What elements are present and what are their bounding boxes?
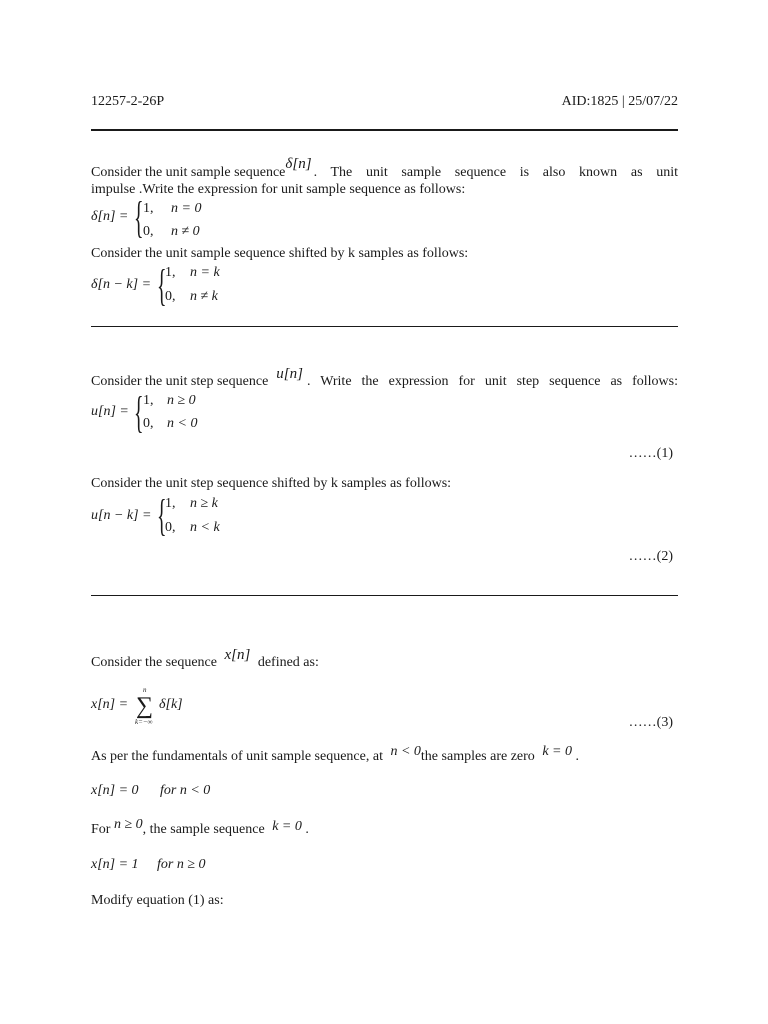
eq-step-shift-case1-cond: n ≥ k	[190, 496, 218, 511]
section2-intro-text-b: . Write the expression for unit step sequence as follows:	[306, 374, 678, 389]
eq-x-one-condition: for n ≥ 0	[157, 857, 206, 872]
eq-delta-shift-brace: {	[157, 261, 167, 310]
section3-fundamentals-text-a: As per the fundamentals of unit sample sequence, at	[91, 749, 383, 764]
eq-step-brace: {	[134, 388, 144, 437]
section3-modify-text: Modify equation (1) as:	[91, 893, 224, 908]
eq-step-case1-value: 1,	[143, 393, 154, 408]
eq-delta-shift-case1-condition: n = k	[190, 265, 220, 280]
section1-intro-text-a: Consider the unit sample sequence	[91, 165, 286, 180]
eq-x-zero-condition: for n < 0	[160, 783, 211, 798]
eq-sum-rhs: δ[k]	[159, 697, 183, 712]
section3-fundamentals-text-b: the samples are zero	[420, 749, 535, 764]
eq-delta-shift-case2-condition: n ≠ k	[190, 289, 218, 304]
section1-intro-line2: impulse .Write the expression for unit sample sequence as follows:	[91, 182, 466, 197]
eq-delta-case1-value: 1,	[143, 201, 154, 216]
eq-delta-case1-condition: n = 0	[171, 201, 202, 216]
equation-number-3: ……(3)	[628, 715, 673, 730]
eq-step-shift-case1-value: 1,	[165, 496, 176, 511]
section3-fundamentals-text-c: .	[575, 749, 579, 764]
eq-delta-case2-value: 0,	[143, 224, 154, 239]
x-n-symbol: x[n]	[224, 647, 251, 663]
delta-n-symbol: δ[n]	[285, 156, 312, 172]
k-equals-zero-symbol-2: k = 0	[272, 819, 302, 834]
eq-sum-lower-limit: k=−∞	[135, 718, 153, 726]
eq-step-case2-value: 0,	[143, 416, 154, 431]
eq-delta-brace: {	[134, 193, 144, 242]
eq-delta-case2-condition: n ≠ 0	[171, 224, 200, 239]
n-geq-zero-symbol: n ≥ 0	[113, 817, 143, 832]
eq-x-zero: x[n] = 0	[91, 783, 139, 798]
section2-divider	[91, 595, 678, 596]
eq-step-lhs: u[n] =	[91, 404, 129, 419]
equation-number-2: ……(2)	[628, 549, 673, 564]
section3-fundamentals-line	[91, 744, 579, 765]
eq-delta-lhs: δ[n] =	[91, 209, 129, 224]
eq-delta-shift-case2-value: 0,	[165, 289, 176, 304]
u-n-symbol: u[n]	[276, 366, 303, 382]
header-divider	[91, 129, 678, 131]
section1-intro-line1	[91, 156, 678, 181]
eq-step-shift-lhs: u[n − k] =	[91, 508, 152, 523]
section3-intro-text-a: Consider the sequence	[91, 655, 217, 670]
section2-shifted-text: Consider the unit step sequence shifted by k samples as follows:	[91, 476, 452, 491]
section1-shifted-text: Consider the unit sample sequence shifted by k samples as follows:	[91, 246, 469, 261]
section2-intro-text-a: Consider the unit step sequence	[91, 374, 269, 389]
section3-intro-line	[91, 647, 319, 671]
n-less-zero-symbol: n < 0	[390, 744, 421, 759]
section2-intro-line	[91, 366, 678, 390]
section3-for-text-a: For	[91, 822, 111, 837]
aid-date: AID:1825 | 25/07/22	[561, 94, 678, 109]
section3-for-text-c: .	[305, 822, 309, 837]
eq-sum-lhs: x[n] =	[91, 697, 129, 712]
section3-for-text-b: , the sample sequence	[142, 822, 265, 837]
equation-number-1: ……(1)	[628, 446, 673, 461]
eq-step-shift-case2-value: 0,	[165, 520, 176, 535]
eq-delta-shift-lhs: δ[n − k] =	[91, 277, 152, 292]
section1-divider	[91, 326, 678, 327]
eq-step-shift-brace: {	[157, 491, 167, 540]
k-equals-zero-symbol-1: k = 0	[542, 744, 572, 759]
eq-delta-shift-case1-value: 1,	[165, 265, 176, 280]
document-id: 12257-2-26P	[91, 94, 165, 109]
eq-step-case1-condition: n ≥ 0	[167, 393, 196, 408]
section1-intro-text-b: . The unit sample sequence is also known as unit	[313, 165, 678, 180]
section3-intro-text-b: defined as:	[257, 655, 319, 670]
eq-step-shift-case2-cond: n < k	[190, 520, 220, 535]
section3-for-line	[91, 817, 309, 838]
eq-sum-sigma: ∑	[136, 693, 154, 719]
eq-x-one: x[n] = 1	[91, 857, 139, 872]
eq-sum-upper-limit: n	[143, 686, 147, 694]
eq-step-case2-condition: n < 0	[167, 416, 198, 431]
